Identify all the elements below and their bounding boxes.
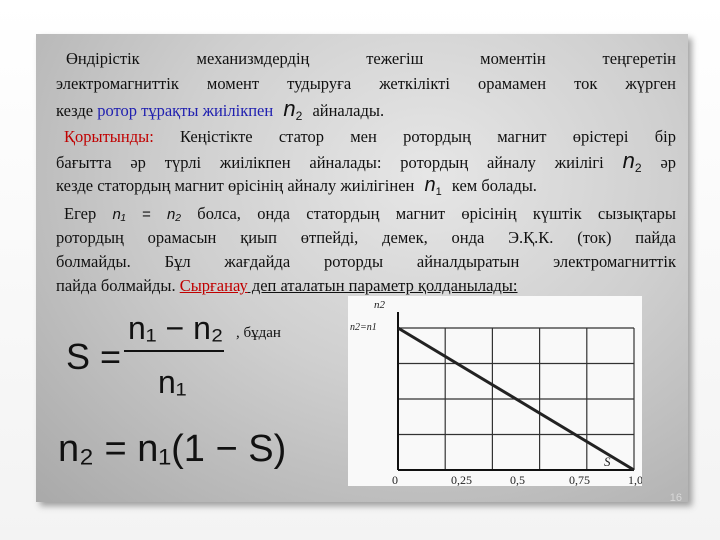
paragraph-1-line-3: кезде ротор тұрақты жиілікпен $n_2$ айналады. [56,96,385,124]
slip-formula-numerator: n₁ − n₂ [128,310,224,346]
x-tick-label: 0,75 [569,473,590,486]
symbol-n1: $n_1$ [424,174,442,198]
paragraph-2-line-3: кезде статордың магнит өрісінің айналу жиілігінен $n_1$ кем болады. [56,174,537,198]
slip-formula-denominator: n₁ [158,364,187,400]
conclusion-label: Қорытынды: [64,127,154,146]
rotor-speed-formula: n₂ = n₁(1 − S) [58,428,287,470]
x-tick-label: 0,5 [510,473,525,486]
paragraph-2-line-2: бағытта әр түрлі жиілікпен айналады: ротордың айналу жиілігі $n_2$ әр [56,148,677,176]
symbol-n2-b: $n_2$ [622,148,642,176]
rotor-constant-frequency: ротор тұрақты жиілікпен [97,101,274,120]
paragraph-3-line-4: пайда болмайды. Сырғанау деп аталатын параметр қолданылады: [56,276,518,295]
paragraph-3-line-3: болмайды. Бұл жағдайда роторды айналдыратын электромагниттік [56,252,676,271]
x-tick-label: 0 [392,473,398,486]
paragraph-1-line-2: электромагниттік момент тудыруға жеткілікті орамамен ток жүрген [56,74,676,93]
slip-formula-lhs: S = [66,336,122,377]
x-tick-label: 1,0 [628,473,642,486]
slip-speed-chart [348,296,642,486]
symbol-n2: $n_2$ [283,96,303,124]
paragraph-2-line-1: Қорытынды: Кеңістікте статор мен ротордың магнит өрістері бір [64,127,676,146]
y-marker-label: n2=n1 [350,322,377,333]
paragraph-3-line-2: ротордың орамасын қиып өтпейді, демек, онда Э.Қ.К. (ток) пайда [56,228,676,247]
slip-speed-chart-svg [348,296,642,486]
from-which-text: , бұдан [236,325,281,341]
x-axis-label: S [604,454,611,469]
equality-n1-n2: n₁ = n₂ [112,206,182,223]
x-tick-label: 0,25 [451,473,472,486]
y-axis-label: n2 [374,299,385,311]
paragraph-3-line-1: Егер n₁ = n₂ болса, онда статордың магнит өрісінің күштік сызықтары [64,204,677,223]
slip-term: Сырғанау [179,276,248,295]
page-number: 16 [669,492,682,504]
fraction-bar [124,350,224,352]
paragraph-1-line-1: Өндірістік механизмдердің тежегіш моментін теңгеретін [66,49,676,68]
